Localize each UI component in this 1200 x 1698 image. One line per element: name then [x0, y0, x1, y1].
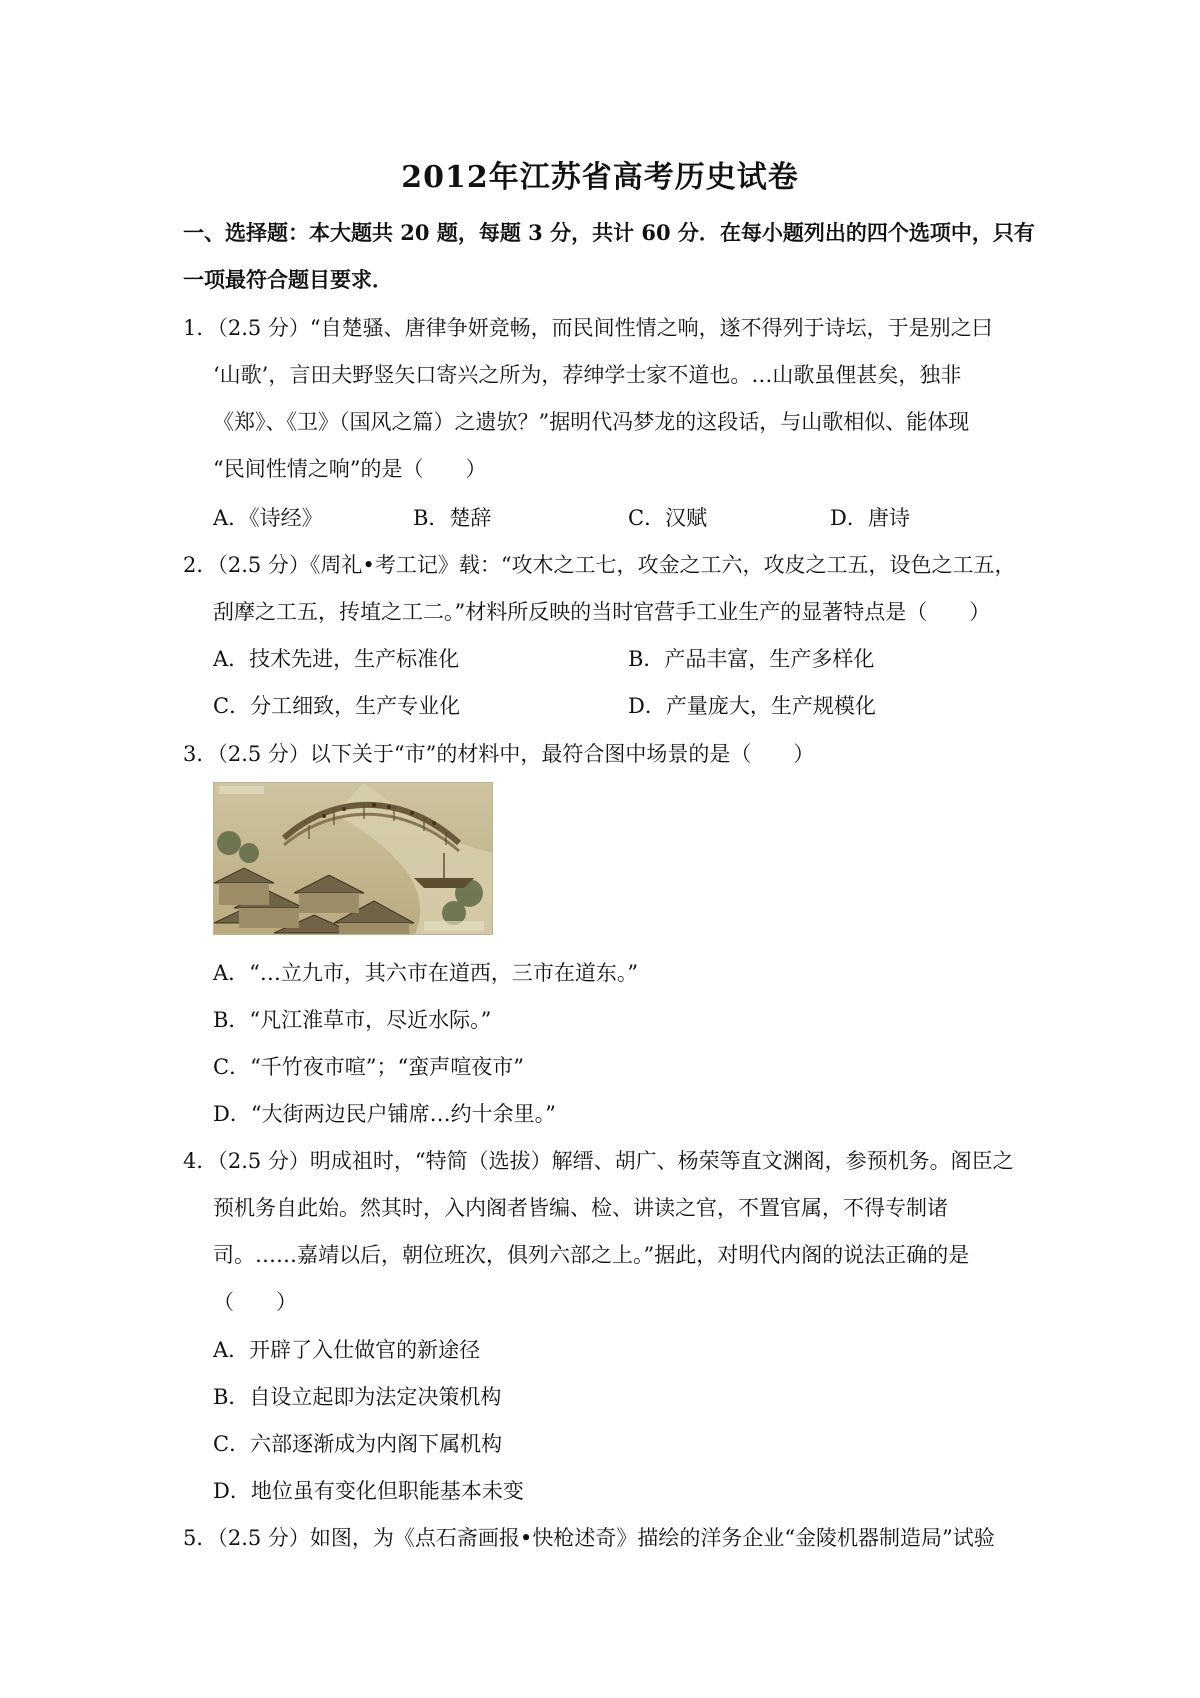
- q1-option-d: D．唐诗: [830, 506, 910, 530]
- q2-option-c: C．分工细致，生产专业化: [213, 694, 461, 718]
- q4-option-d: D．地位虽有变化但职能基本未变: [213, 1479, 524, 1503]
- page-title: 2012年江苏省高考历史试卷: [401, 160, 799, 195]
- painting-illustration: [214, 783, 493, 935]
- q4-option-a: A．开辟了入仕做官的新途径: [213, 1338, 481, 1362]
- section-heading-line-1: 一、选择题：本大题共 20 题，每题 3 分，共计 60 分．在每小题列出的四个选项中，只有: [183, 220, 1035, 245]
- q1-stem-line-2: ‘山歌’，言田夫野竖矢口寄兴之所为，荐绅学士家不道也。…山歌虽俚甚矣，独非: [213, 363, 962, 387]
- q1-stem-line-3: 《郑》、《卫》（国风之篇）之遗欤？”据明代冯梦龙的这段话，与山歌相似、能体现: [213, 410, 970, 434]
- q2-option-a: A．技术先进，生产标准化: [213, 647, 460, 671]
- q4-stem-line-2: 预机务自此始。然其时，入内阁者皆编、检、讲读之官，不置官属，不得专制诸: [213, 1196, 948, 1220]
- q4-option-c: C．六部逐渐成为内阁下属机构: [213, 1432, 503, 1456]
- section-heading-line-2: 一项最符合题目要求．: [183, 267, 393, 292]
- q4-stem-line-4: （ ）: [213, 1290, 297, 1314]
- q1-option-b: B．楚辞: [413, 506, 492, 530]
- q2-option-b: B．产品丰富，生产多样化: [628, 647, 875, 671]
- q1-stem-line-4: “民间性情之响”的是（ ）: [213, 457, 487, 481]
- market-scroll-painting: [213, 782, 493, 935]
- q2-stem-line-1: 2．（2.5 分）《周礼•考工记》载：“攻木之工七，攻金之工六，攻皮之工五，设色之工五，: [183, 553, 1016, 577]
- q5-stem: 5．（2.5 分）如图，为《点石斋画报•快枪述奇》描绘的洋务企业“金陵机器制造局”试验: [183, 1526, 995, 1550]
- q2-stem-line-2: 刮摩之工五，抟埴之工二。”材料所反映的当时官营手工业生产的显著特点是（ ）: [213, 600, 991, 624]
- q4-stem-line-1: 4．（2.5 分）明成祖时，“特简（选拔）解缙、胡广、杨荣等直文渊阁，参预机务。阁臣之: [183, 1149, 1014, 1173]
- q1-option-a: A．《诗经》: [213, 506, 323, 530]
- q2-option-d: D．产量庞大，生产规模化: [628, 694, 876, 718]
- q3-option-c: C．“千竹夜市喧”；“蛮声喧夜市”: [213, 1055, 525, 1079]
- q4-stem-line-3: 司。……嘉靖以后，朝位班次，俱列六部之上。”据此，对明代内阁的说法正确的是: [213, 1243, 970, 1267]
- q3-option-a: A．“…立九市，其六市在道西，三市在道东。”: [213, 961, 639, 985]
- q1-option-c: C．汉赋: [628, 506, 708, 530]
- q1-stem-line-1: 1．（2.5 分）“自楚骚、唐律争妍竞畅，而民间性情之响，遂不得列于诗坛，于是别之曰: [183, 316, 993, 340]
- q3-stem: 3．（2.5 分）以下关于“市”的材料中，最符合图中场景的是（ ）: [183, 742, 815, 766]
- q4-option-b: B．自设立起即为法定决策机构: [213, 1385, 502, 1409]
- q3-option-d: D．“大街两边民户铺席…约十余里。”: [213, 1102, 556, 1126]
- q3-option-b: B．“凡江淮草市，尽近水际。”: [213, 1008, 492, 1032]
